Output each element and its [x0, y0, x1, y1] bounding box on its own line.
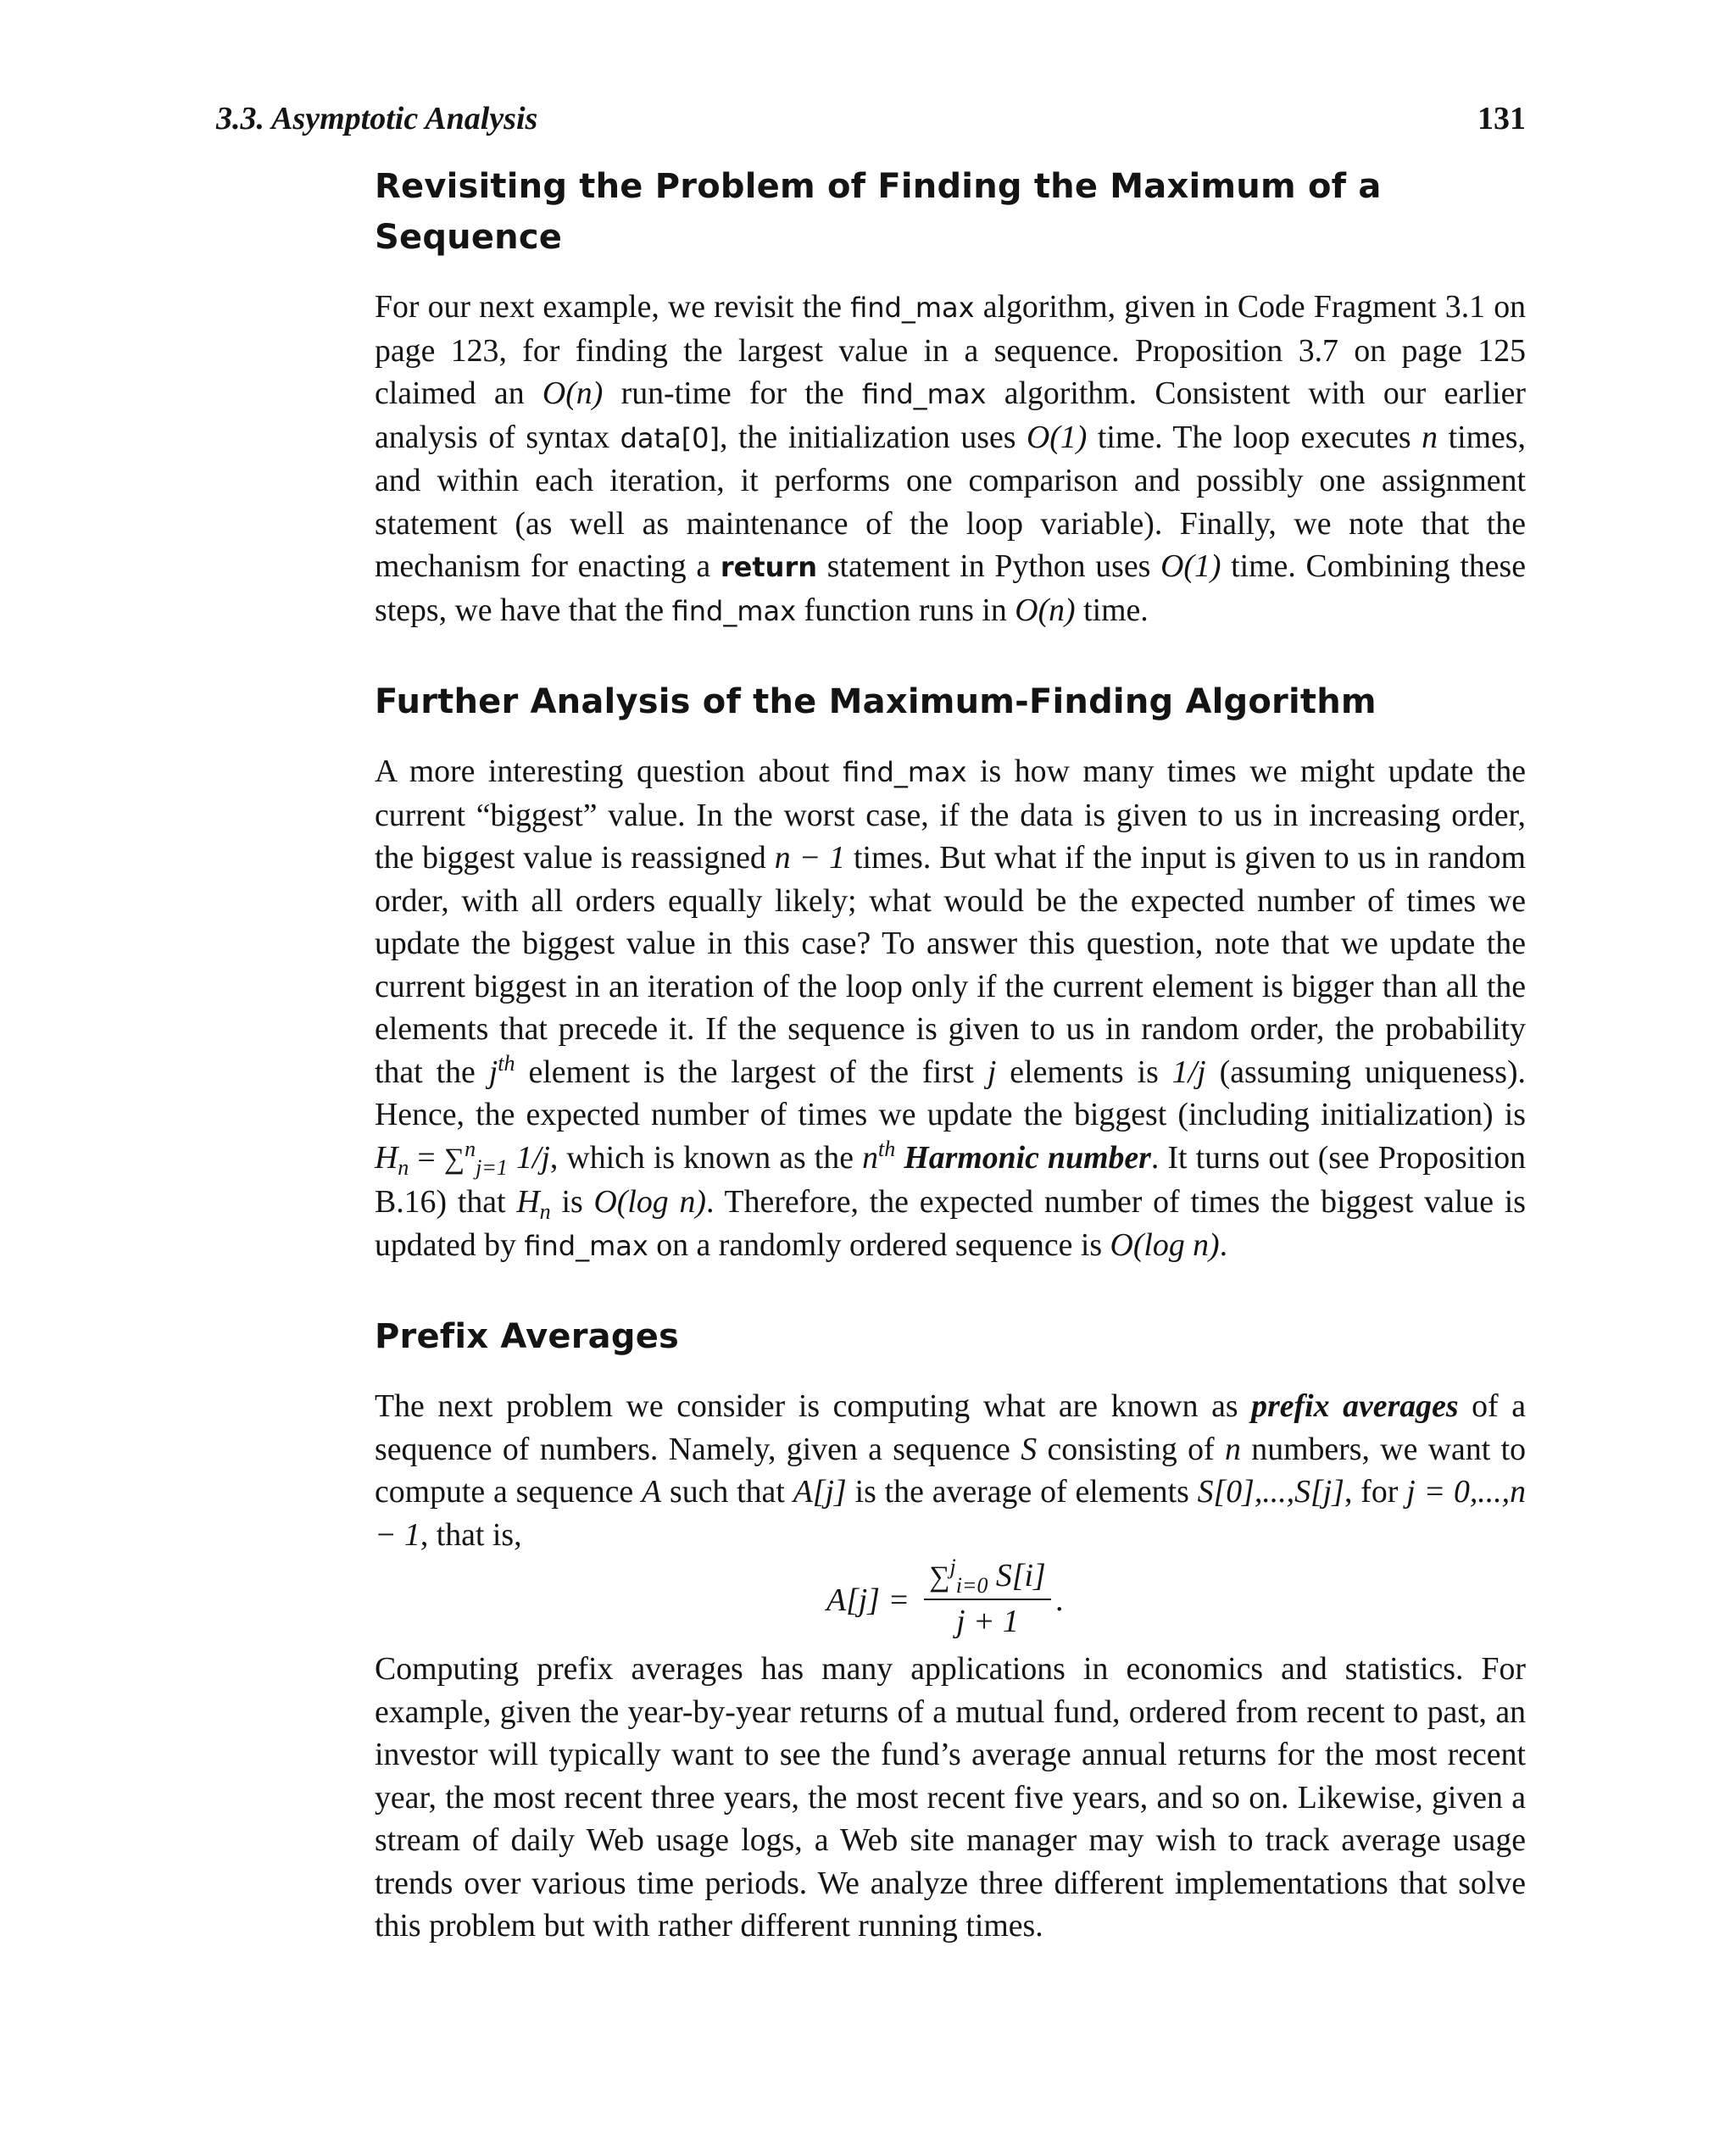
equation-fraction — [924, 1556, 1051, 1639]
heading-revisiting-maximum: Revisiting the Problem of Finding the Maximum of a Sequence — [375, 167, 1382, 257]
math-a-j: A[j] — [793, 1474, 847, 1510]
running-head — [216, 100, 1526, 151]
code-find-max: find_max — [671, 594, 797, 627]
equation-period: . — [1055, 1582, 1064, 1618]
math-one-over-j: 1/j — [507, 1139, 550, 1176]
math-h: H — [516, 1184, 540, 1220]
math-j-range: j = 0,...,n − 1 — [375, 1474, 1526, 1553]
sum-upper-j: j — [949, 1554, 956, 1579]
math-s-range: S[0],...,S[j] — [1197, 1474, 1344, 1510]
math-o-1: O(1) — [1160, 548, 1221, 584]
math-a: A — [642, 1474, 662, 1510]
superscript-th: th — [878, 1136, 896, 1161]
page-number: 131 — [1477, 101, 1526, 136]
code-data-0: data[0] — [620, 421, 721, 454]
code-find-max: find_max — [843, 756, 967, 788]
equation-lhs: A[j] = — [826, 1582, 910, 1618]
superscript-th: th — [498, 1050, 515, 1076]
subscript-n: n — [539, 1199, 551, 1224]
section-header: 3.3. Asymptotic Analysis — [216, 101, 538, 136]
math-o-log-n: O(log n) — [1110, 1226, 1220, 1263]
numerator-s-i: S[i] — [988, 1558, 1046, 1593]
math-o-1: O(1) — [1027, 419, 1088, 455]
paragraph-prefix-definition: The next problem we consider is computing what are known as prefix averages of a sequence of numbers. Namely, given a sequence S consisting of n numbers, we want to compute a sequence A such that A[j] is the average of elements S[0],...,S[j], for j = 0,...,n − 1, that is, — [375, 1388, 1527, 1553]
math-one-over-j: 1/j — [1171, 1054, 1206, 1090]
paragraph-find-max-analysis: For our next example, we revisit the find_max algorithm, given in Code Fragment 3.1 on page 123, for finding the largest value in a sequence. Proposition 3.7 on page 125 claimed an O(n) run-time for the find_max algorithm. Consistent with our earlier analysis of syntax data[0], the initialization uses O(1) time. The loop executes n times, and within each iteration, it performs one comparison and possibly one assignment statement (as well as maintenance of the loop variable). Finally, we note that the mechanism for enacting a return statement in Python uses O(1) time. Combining these steps, we have that the find_max function runs in O(n) time. — [375, 289, 1527, 628]
term-prefix-averages: prefix averages — [1251, 1388, 1459, 1424]
sum-upper-n: n — [465, 1136, 476, 1161]
paragraph-prefix-applications: Computing prefix averages has many applications in economics and statistics. For example, given the year-by-year returns of a mutual fund, ordered from recent to past, an investor will typically want to see the fund’s average annual returns for the most recent year, the most recent three years, the most recent five years, and so on. Likewise, given a stream of daily Web usage logs, a Web site manager may wish to track average usage trends over various time periods. We analyze three different implementations that solve this problem but with rather different running times. — [375, 1651, 1526, 1944]
math-o-log-n: O(log n) — [593, 1184, 706, 1220]
sum-symbol: ∑ — [443, 1143, 465, 1175]
code-find-max: find_max — [524, 1229, 648, 1262]
keyword-return: return — [720, 551, 818, 583]
sum-lower-i0: i=0 — [955, 1573, 988, 1598]
math-n-minus-1: n − 1 — [774, 840, 845, 876]
code-find-max: find_max — [861, 378, 987, 410]
heading-further-analysis: Further Analysis of the Maximum-Finding Algorithm — [375, 682, 1377, 721]
prefix-average-equation — [375, 1556, 1526, 1648]
heading-prefix-averages: Prefix Averages — [375, 1317, 680, 1356]
fraction-numerator — [924, 1554, 1051, 1598]
math-n: n — [862, 1139, 878, 1176]
math-equals: = — [409, 1139, 444, 1176]
term-harmonic-number: Harmonic number — [904, 1139, 1151, 1176]
fraction-denominator: j + 1 — [956, 1604, 1019, 1639]
page-content — [375, 161, 1526, 1948]
math-o-n: O(n) — [1015, 592, 1076, 628]
subscript-n: n — [398, 1154, 409, 1180]
sum-symbol: ∑ — [929, 1561, 950, 1593]
paragraph-harmonic-analysis: A more interesting question about find_max is how many times we might update the current “biggest” value. In the worst case, if the data is given to us in increasing order, the biggest value is reassigned n − 1 times. But what if the input is given to us in random order, with all orders equally likely; what would be the expected number of times we update the biggest value in this case? To answer this question, note that we update the current biggest in an iteration of the loop only if the current element is bigger than all the elements that precede it. If the sequence is given to us in random order, the probability that the $j^{th}$ element is the largest of the first j elements is 1/j (assuming uniqueness). Hence, the expected number of times we update the biggest (including initialization) is $H_n = \sum^n_{j=1}$ 1/j, which is known as the $n^{th}$ Harmonic number. It turns out (see Proposition B.16) that $H_n$ is O(log n). Therefore, the expected number of times the biggest value is updated by find_max on a randomly ordered sequence is O(log n). — [375, 754, 1527, 1263]
math-h: H — [375, 1139, 398, 1176]
math-j: j — [987, 1054, 997, 1090]
math-n: n — [1225, 1431, 1241, 1467]
math-j: j — [488, 1054, 498, 1090]
math-o-n: O(n) — [542, 375, 604, 411]
math-s: S — [1021, 1431, 1038, 1467]
code-find-max: find_max — [850, 292, 975, 324]
math-n: n — [1422, 419, 1438, 455]
sum-lower-j1: j=1 — [476, 1154, 508, 1180]
